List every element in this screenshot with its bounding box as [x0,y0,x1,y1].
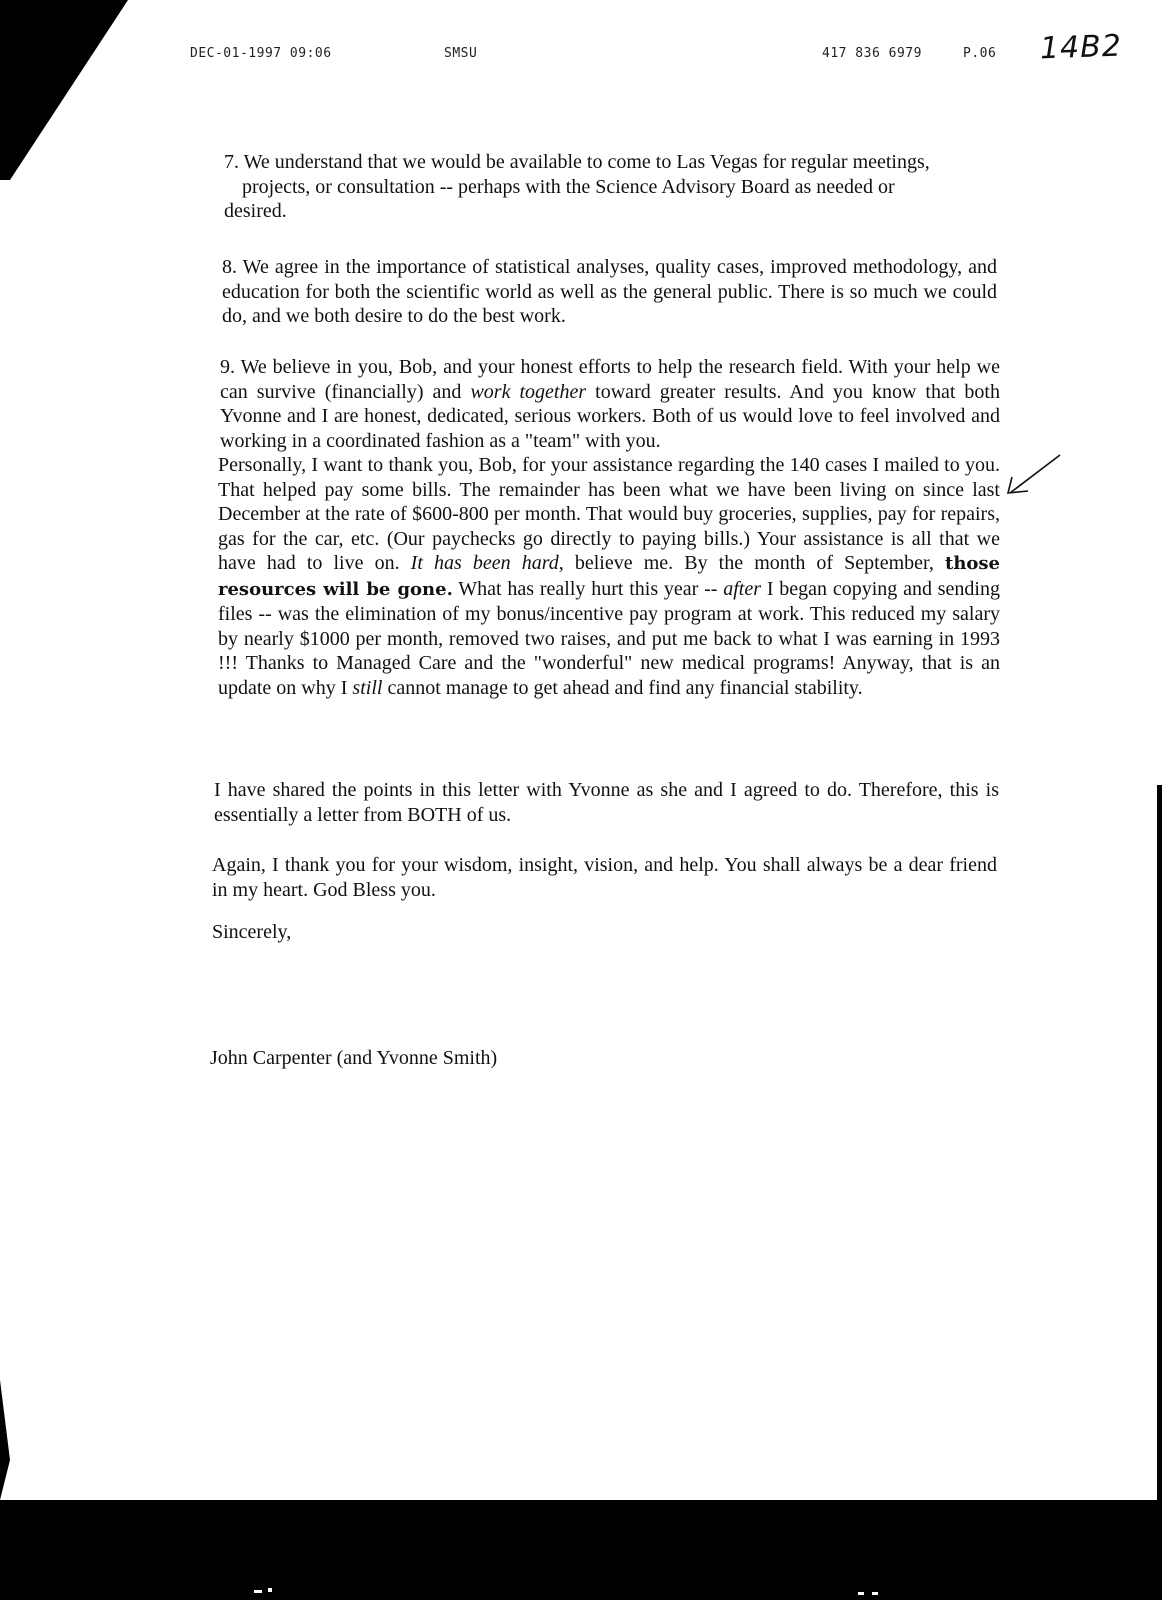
scan-edge-left [0,1380,10,1500]
scan-edge-bottom [0,1500,1162,1600]
personal-text: cannot manage to get ahead and find any financial stability. [382,676,863,699]
scan-edge-right [1157,785,1162,1500]
personal-text: Personally, I want to thank you, Bob, for your assistance regarding the 140 cases I mailed to you. That helped pay some bills. The remainder has been what we have been living on since last December at the rate of $600-800 per month. That would buy groceries, supplies, pay for repairs, gas for the car, etc. (Our paychecks go directly to paying bills.) Your assistance is all that we have had to live on. [218,454,1000,574]
letter-paragraph-thanks: Again, I thank you for your wisdom, insight, vision, and help. You shall always be a dear friend in my heart. God Bless you. [212,854,997,901]
personal-text: believe me. By the month of September, [563,552,945,574]
scan-speck [268,1588,272,1592]
personal-text: I began copying and sending files -- was the elimination of my bonus/incentive pay program at work. This reduced my salary by nearly $1000 per month, removed two raises, and put me back to what I was earning in 1993 !!! Thanks to Managed Care and the "wonderful" new medical programs! Anyway, that is an update on why I [218,577,1000,699]
letter-paragraph-personal [218,453,1000,700]
personal-emphasis: after [723,577,762,600]
letter-paragraph-8: 8. We agree in the importance of statistical analyses, quality cases, improved methodology, and education for both the scientific world as well as the general public. There is so much we could do, and we both desire to do the best work. [222,256,997,327]
personal-emphasis: It has been hard, [410,552,564,574]
fax-page-number: P.06 [963,46,997,61]
personal-text: What has really hurt this year -- [452,577,724,600]
handwritten-code: 14B2 [1039,28,1123,67]
paragraph-9-text: toward greater results. And you know that both Yvonne and I are honest, dedicated, serious workers. Both of us would love to feel involved and working in a coordinated fashion as a "team" with you. [220,380,1000,452]
personal-emphasis: still [352,676,383,699]
fax-phone-number: 417 836 6979 [822,46,922,61]
fax-sender: SMSU [444,46,478,61]
paragraph-7-line-2: projects, or consultation -- perhaps with the Science Advisory Board as needed or [242,175,895,198]
letter-closing: Sincerely, [212,921,292,943]
letter-paragraph-shared: I have shared the points in this letter with Yvonne as she and I agreed to do. Therefore, this is essentially a letter from BOTH of us. [214,779,999,826]
paragraph-7-line-3: desired. [224,200,287,222]
letter-paragraph-9 [220,355,1000,453]
scan-speck [872,1592,878,1595]
paragraph-9-emphasis: work together [470,380,587,403]
letter-paragraph-7 [224,150,994,224]
paragraph-7-line-1: 7. We understand that we would be available to come to Las Vegas for regular meetings, [224,151,930,173]
personal-bold: those resources will be gone. [218,553,1000,600]
fax-date-time: DEC-01-1997 09:06 [190,46,332,61]
handwritten-check-icon [1004,453,1064,498]
signature-name: John Carpenter (and Yvonne Smith) [210,1047,498,1069]
scan-edge-top-left [0,0,128,180]
scan-speck [254,1590,262,1593]
paragraph-9-text: 9. We believe in you, Bob, and your honest efforts to help the research field. With your help we can survive (financially) and [220,356,1000,403]
scan-speck [858,1592,864,1595]
